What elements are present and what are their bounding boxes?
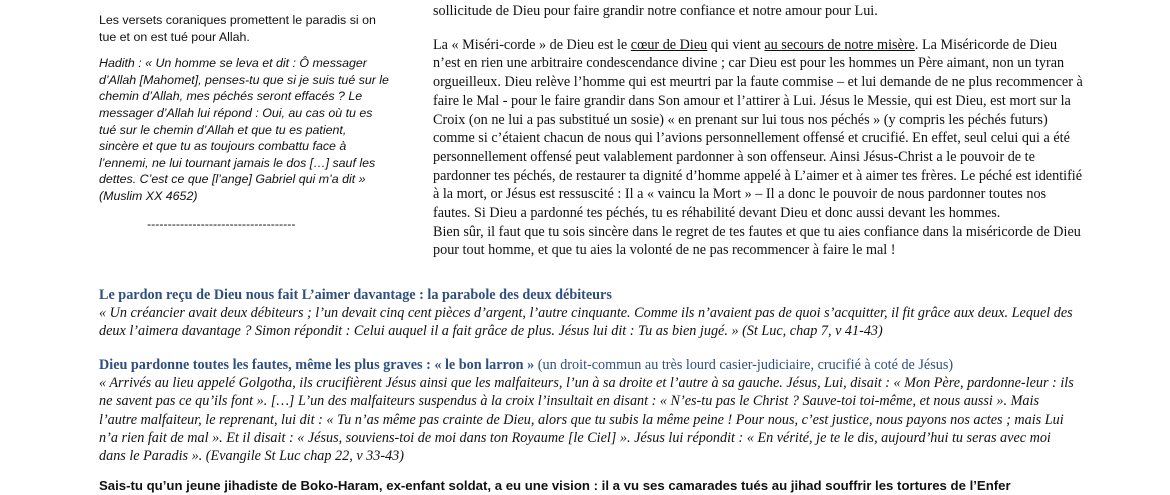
dashed-separator: ------------------------------------	[147, 216, 296, 231]
sincerity-paragraph: Bien sûr, il faut que tu sois sincère dans le regret de tes fautes et que tu aies confiance dans la miséricorde de Dieu pour tout homme, et que tu aies la volonté de ne pas recommencer à faire le mal !	[433, 223, 1081, 259]
coeur-de-dieu-underlined: cœur de Dieu	[630, 36, 708, 53]
hadith-quote: Hadith : « Un homme se leva et dit : Ô messager d’Allah [Mahomet], penses-tu que si je suis tué sur le chemin d’Allah, mes péchés seront effacés ? Le messager d’Allah lui répond : Oui, au cas où tu es tué sur le chemin d’Allah et que tu es patient, sincère et que tu as toujours combattu face à l’ennemi, ne lui tournant jamais le dos […] sauf les dettes. C’est ce que [l’ange] Gabriel qui m’a dit » (Muslim XX 4652)	[99, 56, 389, 203]
left-column	[99, 12, 389, 232]
good-thief-quote: « Arrivés au lieu appelé Golgotha, ils crucifièrent Jésus ainsi que les malfaiteurs, l’un à sa droite et l’autre à sa gauche. Jésus, Lui, disait : « Mon Père, pardonne-leur : ils ne savent pas ce qu’ils font ». […] L’un des malfaiteurs suspendus à la croix l’insultait en disant : « N’es-tu pas le Christ ? Sauve-toi toi-même, et nous aussi ». Mais l’autre malfaiteur, le reprenant, lui dit : « Tu n’as même pas crainte de Dieu, alors que tu subis la même peine ! Pour nous, c’est justice, nous payons nos actes ; mais Lui n’a rien fait de mal ». Et il disait : « Jésus, souviens-toi de moi dans ton Royaume [le Ciel] ». Jésus lui répondit : « En vérité, je te le dis, aujourd’hui tu seras avec moi dans le Paradis ». (Evangile St Luc chap 22, v 33-43)	[99, 375, 1074, 465]
two-debtors-section	[99, 286, 1074, 341]
misericorde-text-mid: qui vient	[707, 36, 765, 53]
secours-misere-underlined: au secours de notre misère	[764, 36, 915, 53]
good-thief-parenthetical: (un droit-commun au très lourd casier-judiciaire, crucifié à coté de Jésus)	[534, 357, 954, 373]
good-thief-section	[99, 356, 1074, 465]
good-thief-heading	[99, 356, 1074, 374]
misericorde-paragraph	[433, 36, 1083, 223]
boko-haram-line: Sais-tu qu’un jeune jihadiste de Boko-Haram, ex-enfant soldat, a eu une vision : il a vu ses camarades tués au jihad souffrir les tortures de l’Enfer	[99, 478, 1011, 493]
sollicitude-line: sollicitude de Dieu pour faire grandir notre confiance et notre amour pour Lui.	[433, 3, 878, 19]
good-thief-title: Dieu pardonne toutes les fautes, même les plus graves : « le bon larron »	[99, 357, 535, 373]
right-column	[433, 2, 1083, 260]
paradise-verses-text: Les versets coraniques promettent le paradis si on tue et on est tué pour Allah.	[99, 13, 376, 44]
two-debtors-heading: Le pardon reçu de Dieu nous fait L’aimer davantage : la parabole des deux débiteurs	[99, 287, 612, 303]
misericorde-text-start: La « Miséri-corde » de Dieu est le	[433, 36, 631, 53]
two-debtors-quote: « Un créancier avait deux débiteurs ; l’un devait cinq cent pièces d’argent, l’autre cinquante. Comme ils n’avaient pas de quoi s’acquitter, il fit grâce aux deux. Lequel des deux l’aimera davantage ? Simon répondit : Celui auquel il a fait grâce de plus. Jésus lui dit : Tu as bien jugé. » (St Luc, chap 7, v 41-43)	[99, 305, 1073, 340]
misericorde-text-rest: . La Miséricorde de Dieu n’est en rien une arbitraire condescendance divine ; car Dieu est pour les hommes un Père aimant, non un tyran orgueilleux. Dieu relève l’homme qui est meurtri par la faute commise – et lui demande de ne plus recommencer à faire le Mal - pour le faire grandir dans Son amour et l’attirer à Lui. Jésus le Messie, qui est Dieu, est mort sur la Croix (on ne lui a pas substitué un sosie) « en prenant sur lui tous nos péchés » (y compris les péchés futurs) comme si c’étaient chacun de nous qui l’avions personnellement offensé et crucifié. En effet, seul celui qui a été personnellement offensé peut valablement pardonner à son offenseur. Ainsi Jésus-Christ a le pouvoir de te pardonner tes péchés, de restaurer ta dignité d’homme appelé à L’aimer et à aimer tes frères. Le péché est identifié à la mort, or Jésus est ressuscité : Il a « vaincu la Mort » – Il a donc le pouvoir de nous pardonner toutes nos fautes. Si Dieu a pardonné tes péchés, tu es réhabilité devant Dieu et donc aussi devant les hommes.	[433, 36, 1083, 222]
